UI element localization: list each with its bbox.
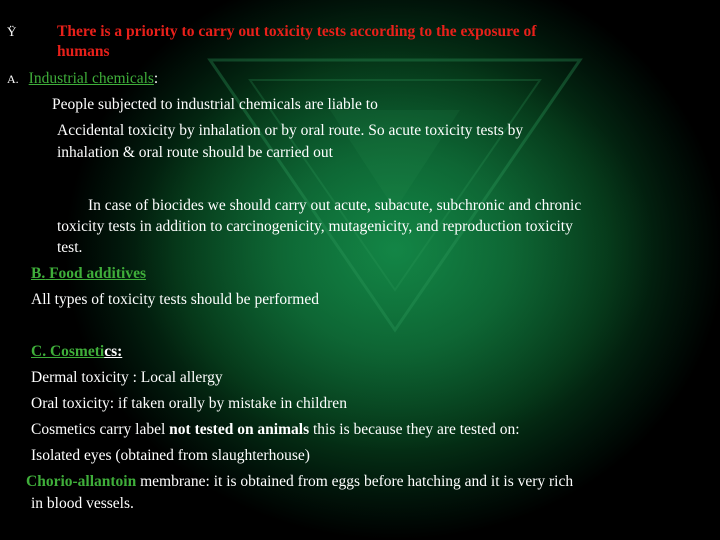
intro-line-1: There is a priority to carry out toxicity tests according to the exposure of <box>57 23 537 40</box>
section-c-line-4: Isolated eyes (obtained from slaughterhouse) <box>31 447 310 464</box>
section-a-marker: A. <box>7 72 19 86</box>
section-c-line-3 <box>31 420 520 440</box>
label-line-suffix: this is because they are tested on: <box>309 421 520 438</box>
chorio-allantoin-term: Chorio-allantoin <box>26 473 137 490</box>
chorio-line-rest: membrane: it is obtained from eggs before hatching and it is very rich <box>136 473 574 490</box>
biocides-line-2: toxicity tests in addition to carcinogenicity, mutagenicity, and reproduction toxicity <box>57 218 573 235</box>
section-a-heading <box>7 69 158 89</box>
biocides-line-1: In case of biocides we should carry out acute, subacute, subchronic and chronic <box>88 197 582 214</box>
section-c-line-6: in blood vessels. <box>31 495 134 512</box>
not-tested-label: not tested on animals <box>169 421 310 438</box>
section-a-line-1: People subjected to industrial chemicals are liable to <box>52 96 378 113</box>
biocides-line-3: test. <box>57 239 83 256</box>
food-additives-heading: Food additives <box>45 265 146 282</box>
section-c-heading <box>31 342 122 362</box>
section-a-line-3: inhalation & oral route should be carried out <box>57 144 333 161</box>
section-c-line-5 <box>26 472 573 492</box>
cosmetics-heading-green: C. Cosmeti <box>31 343 105 360</box>
label-line-prefix: Cosmetics carry label <box>31 421 170 438</box>
section-c-line-2: Oral toxicity: if taken orally by mistake in children <box>31 395 347 412</box>
section-a-line-2: Accidental toxicity by inhalation or by oral route. So acute toxicity tests by <box>57 122 524 139</box>
section-c-line-1: Dermal toxicity : Local allergy <box>31 369 223 386</box>
section-b-marker: B. <box>31 265 46 282</box>
industrial-chemicals-heading: Industrial chemicals <box>28 70 154 87</box>
cosmetics-heading-white: cs: <box>104 343 123 360</box>
intro-line-2: humans <box>57 43 110 60</box>
check-arrow-icon: Ÿ <box>7 24 17 39</box>
heading-colon: : <box>153 70 159 87</box>
section-b-line: All types of toxicity tests should be performed <box>31 291 319 308</box>
section-b-heading <box>31 264 146 284</box>
